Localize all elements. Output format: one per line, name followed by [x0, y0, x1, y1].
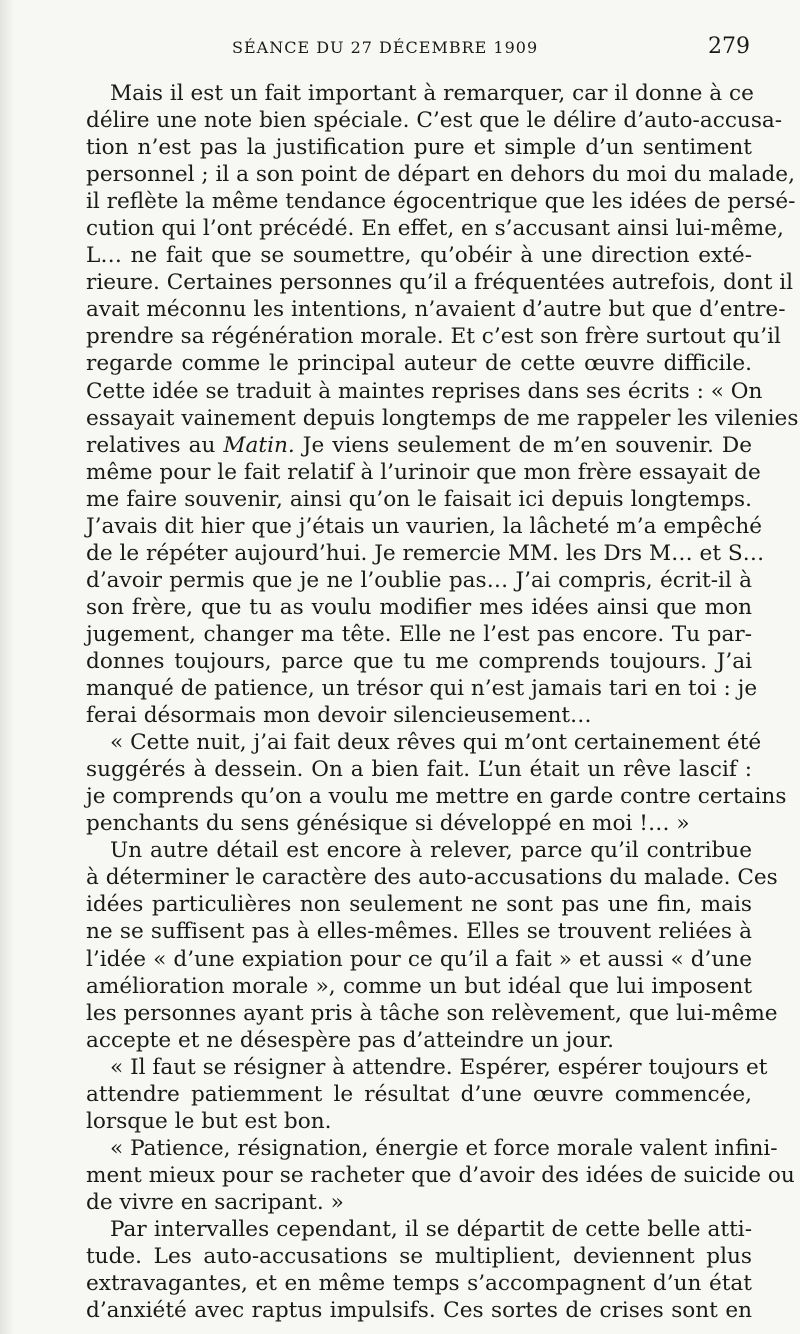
text-line: les personnes ayant pris à tâche son relèvement, que lui-même: [86, 1000, 778, 1026]
text-line: penchants du sens génésique si développé en moi !… »: [86, 811, 690, 837]
italic-title: Matin.: [223, 432, 295, 458]
text-line: Cette idée se traduit à maintes reprises dans ses écrits : « On: [86, 378, 763, 404]
text-line: je comprends qu’on a voulu me mettre en garde contre certains: [86, 784, 787, 810]
text-line: tude. Les auto-accusations se multiplient, deviennent plus: [86, 1244, 752, 1270]
text-line: me faire souvenir, ainsi qu’on le faisait ici depuis longtemps.: [86, 486, 752, 512]
text-line: Un autre détail est encore à relever, parce qu’il contribue: [110, 838, 752, 864]
text-line: de vivre en sacripant. »: [86, 1189, 344, 1215]
text-line: ne se suffisent pas à elles-mêmes. Elles se trouvent reliées à: [86, 919, 752, 945]
text-line: J’avais dit hier que j’étais un vaurien, la lâcheté m’a empêché: [86, 513, 763, 539]
text-line: relatives au Matin. Je viens seulement de m’en souvenir. De: [86, 432, 752, 458]
text-line: L… ne fait que se soumettre, qu’obéir à une direction exté-: [86, 243, 752, 269]
text-line: à déterminer le caractère des auto-accusations du malade. Ces: [86, 865, 778, 891]
text-line: essayait vainement depuis longtemps de me rappeler les vilenies: [86, 405, 799, 431]
text-line: d’anxiété avec raptus impulsifs. Ces sortes de crises sont en: [86, 1298, 752, 1324]
text-line: donnes toujours, parce que tu me comprends toujours. J’ai: [86, 648, 752, 674]
text-line: regarde comme le principal auteur de cette œuvre difficile.: [86, 351, 752, 377]
text-line: amélioration morale », comme un but idéal que lui imposent: [86, 973, 752, 999]
text-line: tion n’est pas la justification pure et simple d’un sentiment: [86, 135, 752, 161]
body-text: [86, 80, 799, 1324]
text-line: manqué de patience, un trésor qui n’est jamais tari en toi : je: [86, 676, 758, 702]
text-line: ferai désormais mon devoir silencieusement…: [86, 703, 592, 729]
text-line: même pour le fait relatif à l’urinoir que mon frère essayait de: [86, 459, 761, 485]
text-line: « Patience, résignation, énergie et force morale valent infini-: [110, 1135, 778, 1161]
text-line: rieure. Certaines personnes qu’il a fréquentées autrefois, dont il: [86, 270, 794, 296]
text-line: personnel ; il a son point de départ en dehors du moi du malade,: [86, 162, 795, 188]
text-line: délire une note bien spéciale. C’est que le délire d’auto-accusa-: [86, 108, 783, 134]
text-line: « Cette nuit, j’ai fait deux rêves qui m’ont certainement été: [110, 730, 762, 756]
text-line: l’idée « d’une expiation pour ce qu’il a fait » et aussi « d’une: [86, 946, 752, 972]
text-line: avait méconnu les intentions, n’avaient d’autre but que d’entre-: [86, 297, 786, 323]
text-line: de le répéter aujourd’hui. Je remercie MM. les Drs M… et S…: [86, 540, 765, 566]
text-line: accepte et ne désespère pas d’atteindre un jour.: [86, 1027, 615, 1053]
text-line: prendre sa régénération morale. Et c’est son frère surtout qu’il: [86, 324, 781, 350]
text-line: idées particulières non seulement ne sont pas une fin, mais: [86, 892, 752, 918]
text-line: d’avoir permis que je ne l’oublie pas… J’ai compris, écrit-il à: [86, 567, 752, 593]
text-line: ment mieux pour se racheter que d’avoir des idées de suicide ou: [86, 1162, 795, 1188]
text-line: Par intervalles cependant, il se départit de cette belle atti-: [110, 1216, 752, 1242]
page-header: [84, 34, 750, 70]
text-line: cution qui l’ont précédé. En effet, en s’accusant ainsi lui-même,: [86, 216, 784, 242]
text-line: son frère, que tu as voulu modifier mes idées ainsi que mon: [86, 594, 752, 620]
text-line: jugement, changer ma tête. Elle ne l’est pas encore. Tu par-: [86, 621, 752, 647]
text-line: lorsque le but est bon.: [86, 1108, 332, 1134]
text-line: « Il faut se résigner à attendre. Espérer, espérer toujours et: [110, 1054, 768, 1080]
text-line: extravagantes, et en même temps s’accompagnent d’un état: [86, 1271, 752, 1297]
text-line: Mais il est un fait important à remarquer, car il donne à ce: [110, 81, 754, 106]
page-edge-shadow: [0, 0, 14, 1334]
page-number: 279: [708, 34, 750, 59]
text-line: il reflète la même tendance égocentrique que les idées de persé-: [86, 189, 796, 215]
running-head: SÉANCE DU 27 DÉCEMBRE 1909: [232, 38, 539, 57]
text-line: suggérés à dessein. On a bien fait. L’un était un rêve lascif :: [86, 757, 752, 783]
text-line: attendre patiemment le résultat d’une œuvre commencée,: [86, 1081, 752, 1107]
